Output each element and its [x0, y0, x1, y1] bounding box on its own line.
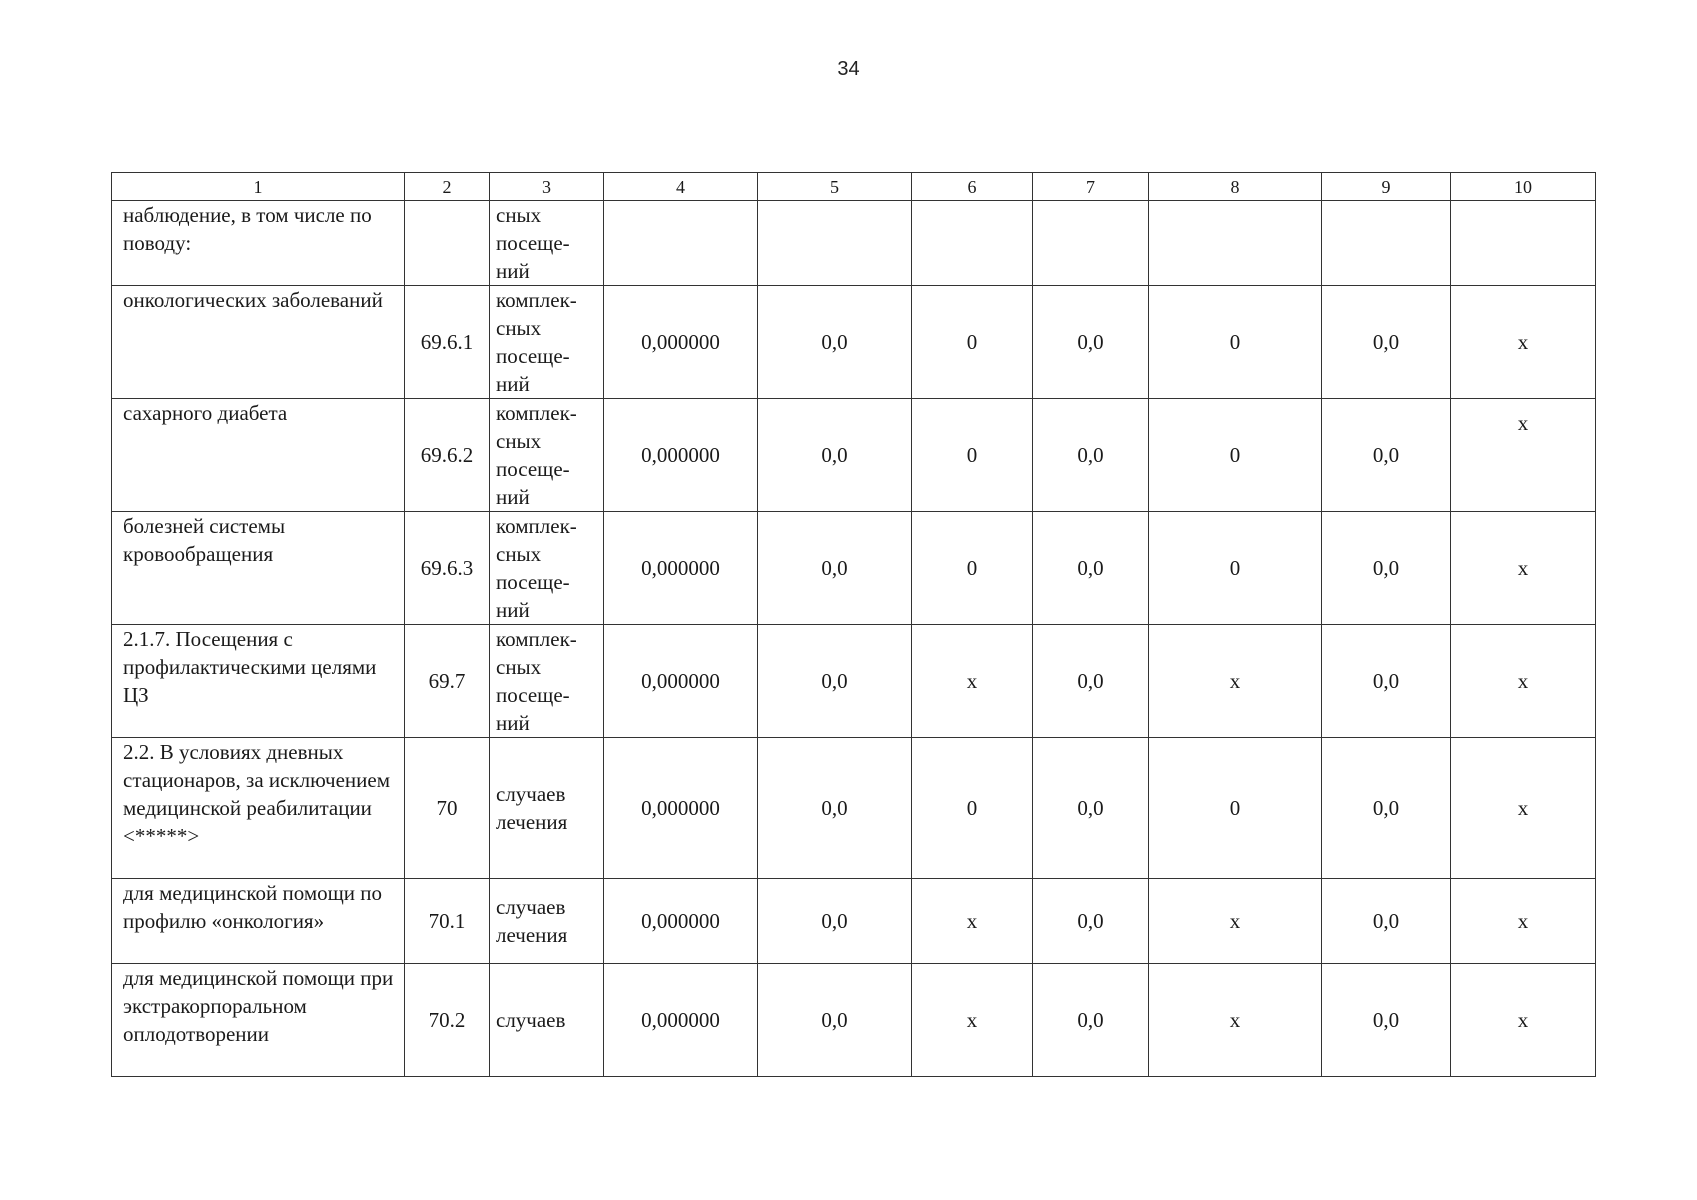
- value-cell: 0: [1149, 738, 1322, 879]
- value-cell: 0,0: [1033, 879, 1149, 964]
- table-row: [112, 964, 1596, 1077]
- value-cell: x: [1451, 738, 1596, 879]
- value-cell: [604, 201, 758, 286]
- value-cell: 0,0: [758, 879, 912, 964]
- value-cell: 0: [912, 286, 1033, 399]
- value-cell: 0,0: [1322, 738, 1451, 879]
- value-cell: x: [1149, 625, 1322, 738]
- unit-cell: комплек-сных посеще-ний: [490, 399, 604, 512]
- column-number: 4: [604, 173, 758, 201]
- row-code: 69.6.3: [405, 512, 490, 625]
- value-cell: 0: [1149, 399, 1322, 512]
- table-row: [112, 399, 1596, 512]
- value-cell: x: [1149, 879, 1322, 964]
- table-row: [112, 879, 1596, 964]
- value-cell: 0,0: [1322, 399, 1451, 512]
- row-code: 70.2: [405, 964, 490, 1077]
- value-cell: 0,0: [1033, 286, 1149, 399]
- value-cell: [912, 201, 1033, 286]
- row-label: для медицинской помощи при экстракорпоральном оплодотворении: [112, 964, 405, 1077]
- value-cell: 0,0: [1322, 286, 1451, 399]
- value-cell: 0,000000: [604, 738, 758, 879]
- column-number: 3: [490, 173, 604, 201]
- value-cell: 0,0: [1322, 625, 1451, 738]
- value-cell: 0,0: [758, 512, 912, 625]
- unit-cell: комплек-сных посеще-ний: [490, 286, 604, 399]
- table-row: [112, 512, 1596, 625]
- row-code: 70.1: [405, 879, 490, 964]
- column-number-row: [112, 173, 1596, 201]
- value-cell: 0,0: [758, 286, 912, 399]
- value-cell: 0,0: [758, 964, 912, 1077]
- row-label: болезней системы кровообращения: [112, 512, 405, 625]
- unit-cell: случаев лечения: [490, 879, 604, 964]
- value-cell: [1149, 201, 1322, 286]
- table-row: [112, 201, 1596, 286]
- row-code: 69.6.2: [405, 399, 490, 512]
- data-table: [111, 172, 1596, 1077]
- row-code: 70: [405, 738, 490, 879]
- value-cell: 0,0: [1033, 399, 1149, 512]
- value-cell: x: [1451, 512, 1596, 625]
- value-cell: x: [912, 625, 1033, 738]
- row-label: 2.2. В условиях дневных стационаров, за исключением медицинской реабилитации <*****>: [112, 738, 405, 879]
- value-cell: 0: [912, 738, 1033, 879]
- column-number: 8: [1149, 173, 1322, 201]
- value-cell: 0,0: [1033, 625, 1149, 738]
- row-code: [405, 201, 490, 286]
- column-number: 9: [1322, 173, 1451, 201]
- page-number: 34: [837, 58, 860, 80]
- column-number: 10: [1451, 173, 1596, 201]
- row-code: 69.7: [405, 625, 490, 738]
- value-cell: x: [1451, 964, 1596, 1077]
- value-cell: 0,000000: [604, 625, 758, 738]
- value-cell: x: [1451, 879, 1596, 964]
- value-cell: 0: [912, 399, 1033, 512]
- value-cell: [758, 201, 912, 286]
- value-cell: 0,0: [1322, 512, 1451, 625]
- column-number: 5: [758, 173, 912, 201]
- row-code: 69.6.1: [405, 286, 490, 399]
- row-label: для медицинской помощи по профилю «онкология»: [112, 879, 405, 964]
- table-row: [112, 286, 1596, 399]
- unit-cell: комплек-сных посеще-ний: [490, 512, 604, 625]
- column-number: 7: [1033, 173, 1149, 201]
- value-cell: [1451, 201, 1596, 286]
- table-row: [112, 625, 1596, 738]
- value-cell: 0: [912, 512, 1033, 625]
- value-cell: 0,0: [758, 399, 912, 512]
- value-cell: 0,0: [1033, 964, 1149, 1077]
- value-cell: x: [1451, 625, 1596, 738]
- unit-cell: сных посеще-ний: [490, 201, 604, 286]
- value-cell: 0,000000: [604, 286, 758, 399]
- value-cell: 0: [1149, 286, 1322, 399]
- column-number: 2: [405, 173, 490, 201]
- value-cell: 0,0: [1322, 964, 1451, 1077]
- value-cell: [1322, 201, 1451, 286]
- row-label: 2.1.7. Посещения с профилактическими целями ЦЗ: [112, 625, 405, 738]
- value-cell: 0: [1149, 512, 1322, 625]
- value-cell: x: [1451, 399, 1596, 512]
- value-cell: 0,0: [1322, 879, 1451, 964]
- value-cell: 0,0: [1033, 512, 1149, 625]
- value-cell: 0,0: [758, 625, 912, 738]
- row-label: онкологических заболеваний: [112, 286, 405, 399]
- value-cell: 0,0: [1033, 738, 1149, 879]
- unit-cell: случаев: [490, 964, 604, 1077]
- table-row: [112, 738, 1596, 879]
- value-cell: 0,0: [758, 738, 912, 879]
- value-cell: x: [912, 879, 1033, 964]
- row-label: сахарного диабета: [112, 399, 405, 512]
- row-label: наблюдение, в том числе по поводу:: [112, 201, 405, 286]
- value-cell: 0,000000: [604, 964, 758, 1077]
- value-cell: [1033, 201, 1149, 286]
- value-cell: 0,000000: [604, 512, 758, 625]
- value-cell: x: [912, 964, 1033, 1077]
- unit-cell: случаев лечения: [490, 738, 604, 879]
- value-cell: 0,000000: [604, 879, 758, 964]
- column-number: 1: [112, 173, 405, 201]
- column-number: 6: [912, 173, 1033, 201]
- value-cell: 0,000000: [604, 399, 758, 512]
- value-cell: x: [1149, 964, 1322, 1077]
- value-cell: x: [1451, 286, 1596, 399]
- unit-cell: комплек-сных посеще-ний: [490, 625, 604, 738]
